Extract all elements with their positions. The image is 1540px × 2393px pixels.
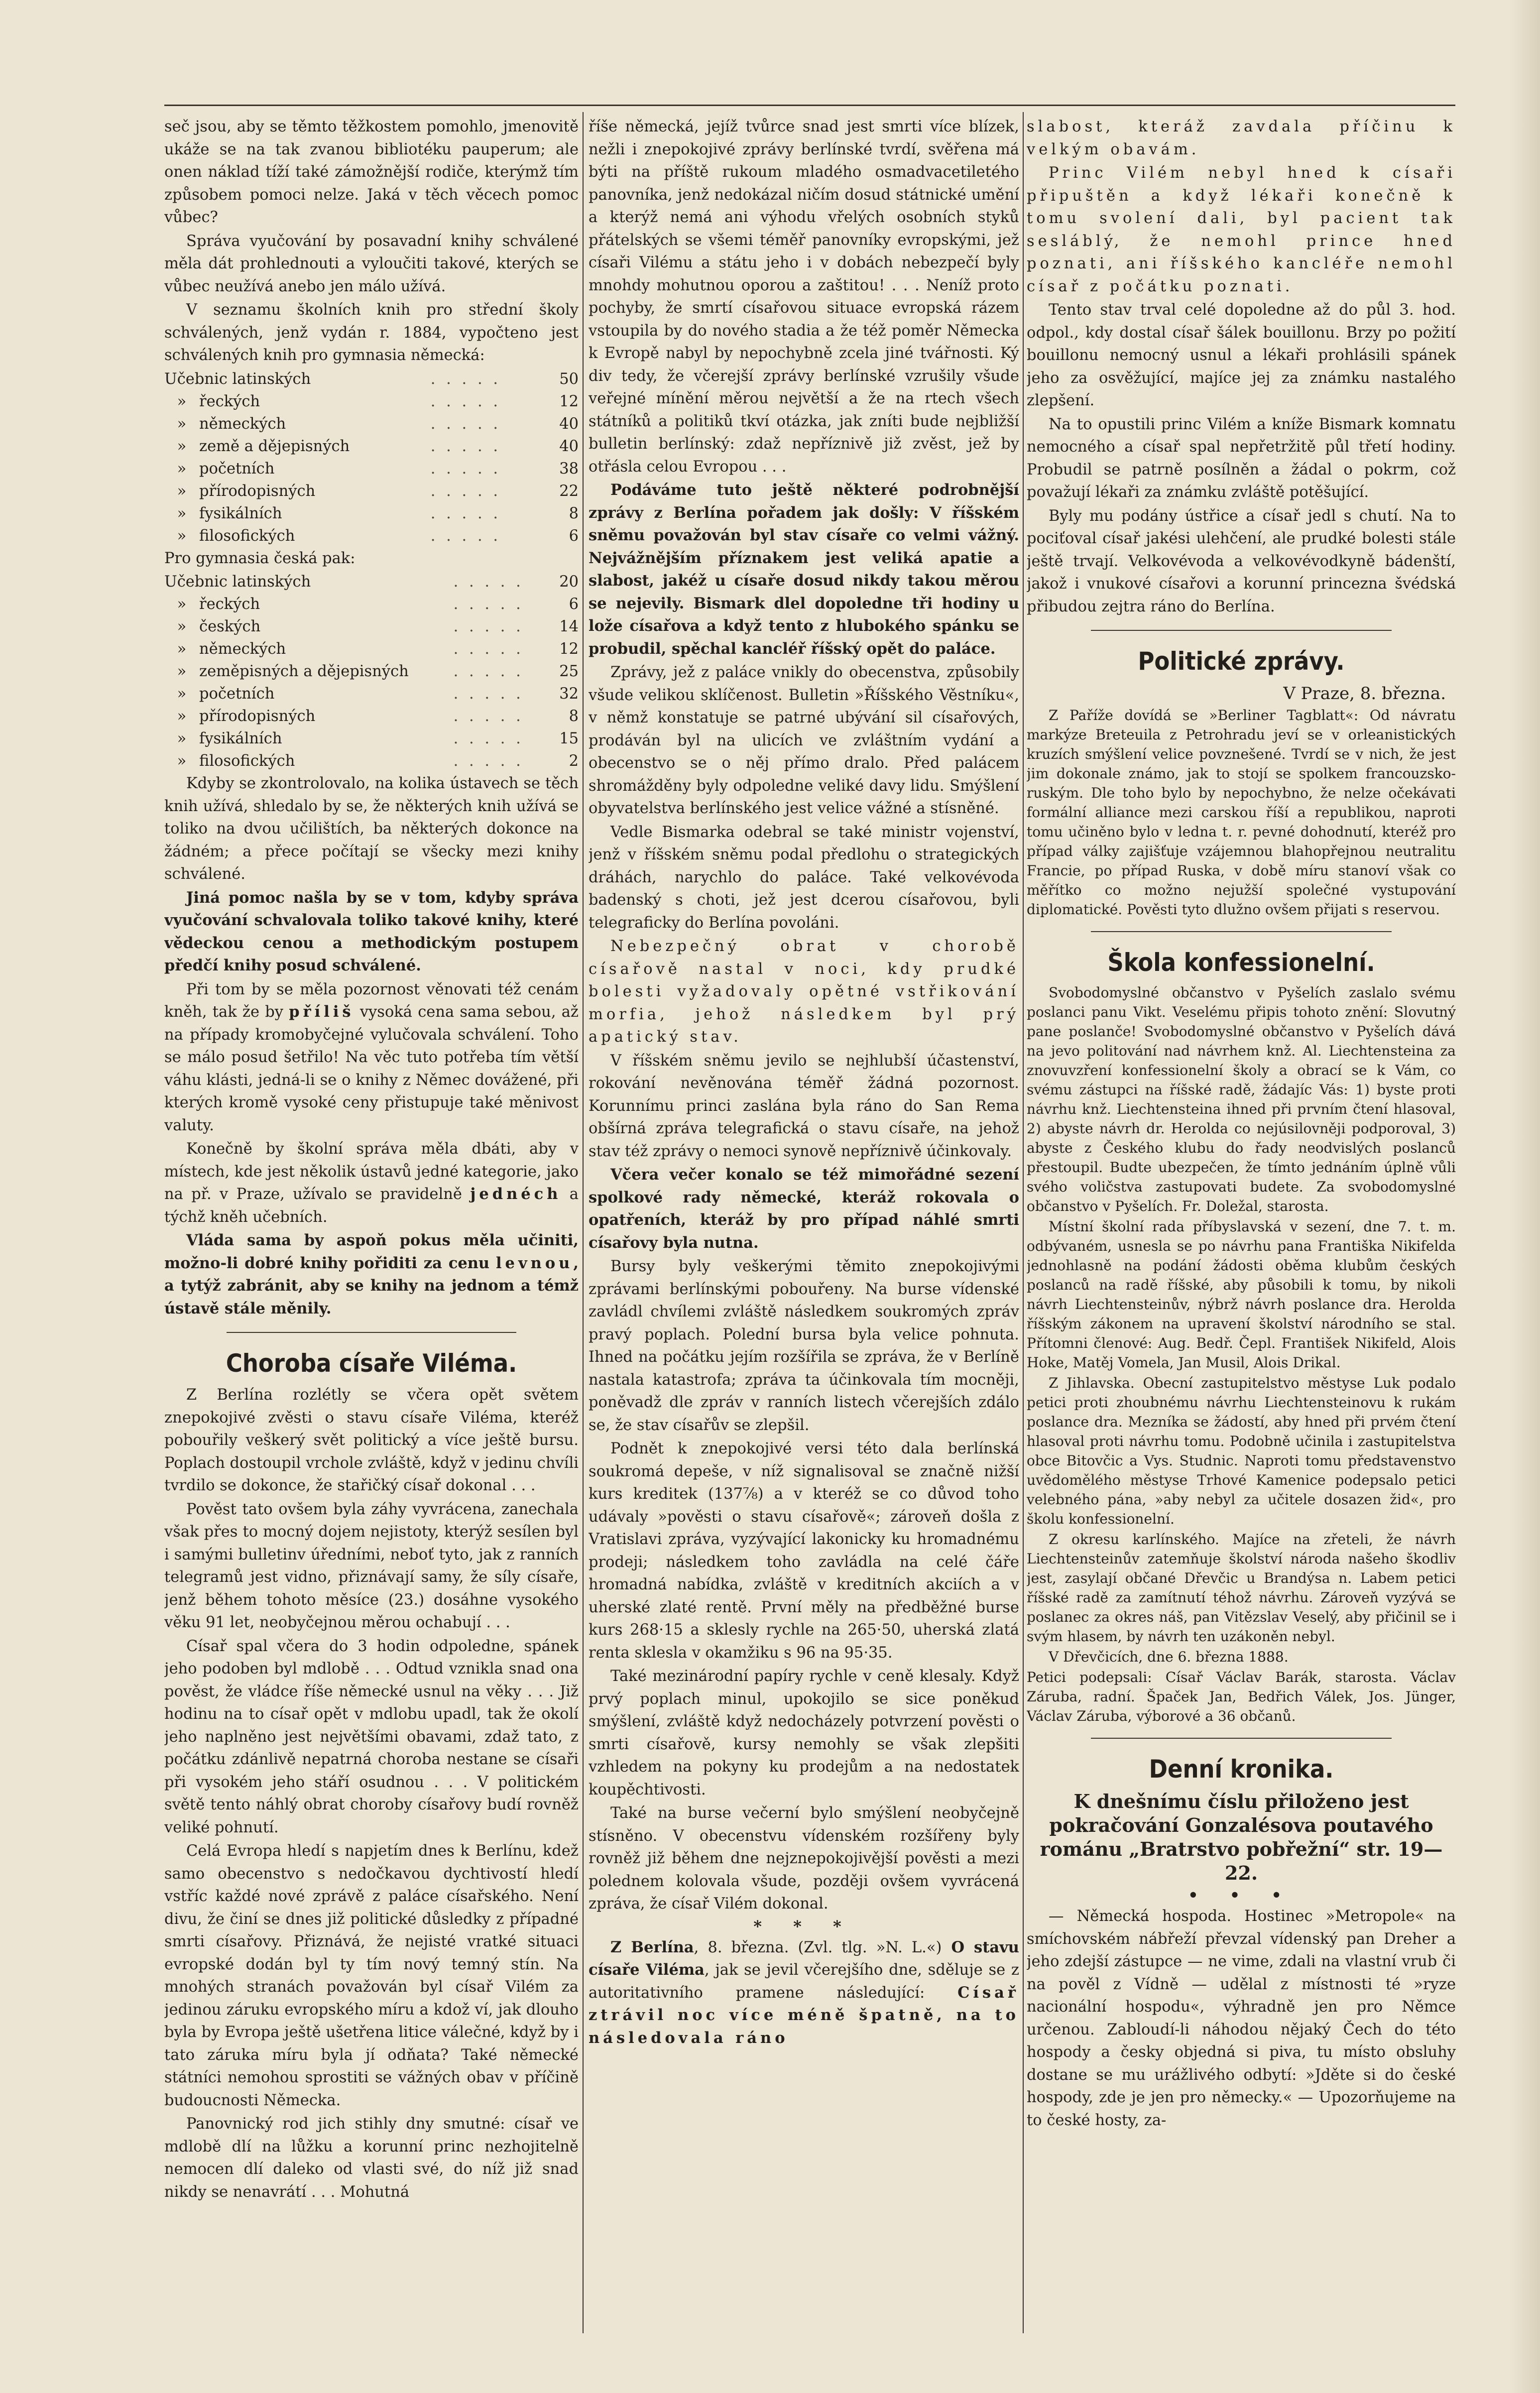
ditto-mark: » (177, 482, 187, 500)
book-count: 40 (559, 415, 579, 433)
table-row (164, 435, 579, 458)
book-count: 38 (559, 460, 579, 478)
leader-dots: . . . . . (453, 685, 524, 703)
paragraph: V Dřevčicích, dne 6. března 1888. (1049, 1649, 1289, 1665)
ditto-mark: » (177, 618, 187, 635)
dateline: V Praze, 8. března. (1283, 684, 1446, 704)
books-table-czech (164, 571, 579, 772)
leader-dots: . . . . . (430, 392, 501, 410)
book-category: filosofických (199, 527, 295, 545)
ditto-mark: » (177, 392, 187, 410)
book-category: přírodopisných (199, 482, 316, 500)
book-category: fysikálních (199, 504, 282, 522)
paragraph: Princ Vilém nebyl hned k císaři připuštěn a když lékaři konečně k tomu svolení dali, byl pacient tak sesláblý, že nemohl prince hned poznati, ani říšského kancléře nemohl císař z počátku poznati. (1027, 164, 1456, 295)
section-heading: Denní kronika. (1149, 1755, 1334, 1784)
paragraph: Také na burse večerní bylo smýšlení neobyčejně stísněno. V obecenstvu vídenském rozšířeny byly rovněž již během dne nejznepokojivější pověsti a mezi polednem kolovala všude, později ovšem vyvrácená zpráva, že císař Vilém dokonal. (589, 1804, 1019, 1913)
paragraph: Na to opustili princ Vilém a kníže Bismark komnatu nemocného a císař spal nepřetržitě půl třetí hodiny. Probudil se patrně posílněn a žádal o pokrm, což považují lékaři za známku zvláště potěšující. (1027, 415, 1456, 501)
book-count: 8 (569, 504, 579, 522)
paragraph: Byly mu podány ústřice a císař jedl s chutí. Na to pociťoval císař jakési ulehčení, ale prudké bolesti stále ještě trvají. Velkovévoda a velkovévodkyně bádenští, jakož i vnukové císařovi a korunní princezna švédská přibudou zejtra ráno do Berlína. (1027, 507, 1456, 615)
ditto-mark: » (177, 504, 187, 522)
paragraph: Vláda sama by aspoň pokus měla učiniti, možno-li dobré knihy pořiditi za cenu levnou, a tytýž zabránit, aby se knihy na jednom a témž ústavě stále měnily. (164, 1231, 579, 1317)
book-count: 6 (569, 596, 579, 613)
section-divider (1091, 1738, 1391, 1739)
leader-dots: . . . . . (453, 730, 524, 747)
leader-dots: . . . . . (430, 460, 501, 478)
paragraph: Podáváme tuto ještě některé podrobnější zprávy z Berlína pořadem jak došly: V říšském sněmu považován byl stav císaře co velmi vážný. Nejvážnějším příznakem jest veliká apatie a slabost, jakéž u císaře dosud nikdy takou měrou se nejevily. Bismark dlel dopoledne tři hodiny u lože císařova a když tento z hlubokého spánku se probudil, spěchal kancléř říšský opět do paláce. (589, 481, 1019, 658)
paragraph: Také mezinárodní papíry rychle v ceně klesaly. Když prvý poplach minul, upokojilo se sice poněkud smýšlení, zvláště když nedocházely potvrzení pověsti o smrti císařově, kursy nemohly se však zlepšiti vzhledem na pokyny ku prodejům a na nedostatek koupěchtivosti. (589, 1668, 1019, 1798)
page-edge (1510, 0, 1540, 2393)
ditto-mark: » (177, 663, 187, 680)
ditto-mark: » (177, 708, 187, 725)
leader-dots: . . . . . (430, 437, 501, 455)
paragraph: Bursy byly veškerými těmito znepokojivými zprávami berlínskými pobouřeny. Na burse vídenské zavládl chvílemi zvláště následkem soukromých zpráv pravý poplach. Polední bursa byla velice pohnuta. Ihned na počátku jejím rozšířila se zpráva, že v Berlíně nastala katastrofa; zpráva ta účinkovala tím mocněji, poněvadž dle zpráv v ranních listech včerejších zdálo se, že stav císařův se zlepšil. (589, 1258, 1019, 1434)
book-count: 12 (559, 640, 579, 658)
book-count: 25 (559, 663, 579, 680)
book-category: řeckých (199, 596, 260, 613)
paragraph: Z Jihlavska. Obecní zastupitelstvo městyse Luk podalo petici proti zhoubnému návrhu Liechtensteinovu k rukám poslance dra. Mezníka se žádostí, aby hned při prvém čtení hlasoval proti návrhu tomu. Podobně učinila i zastupitelstva obce Bitovčic a Vys. Studnic. Naproti tomu představenstvo uvědomělého městyse Trhové Kamenice podepsalo petici velebného pána, »aby nebyl za učitele dosazen žid«, pro školu konfessionelní. (1027, 1375, 1456, 1527)
book-count: 40 (559, 437, 579, 455)
leader-dots: . . . . . (453, 663, 524, 680)
book-count: 6 (569, 527, 579, 545)
section-heading: Politické zprávy. (1138, 647, 1345, 676)
table-row (164, 525, 579, 547)
book-count: 22 (559, 482, 579, 500)
table-row (164, 750, 579, 772)
book-category: řeckých (199, 392, 260, 410)
separator-stars: • • • (1188, 1886, 1295, 1905)
table-row (164, 705, 579, 727)
section-divider (227, 1332, 516, 1333)
paragraph: Pro gymnasia česká pak: (164, 549, 355, 567)
book-category: německých (199, 640, 286, 658)
book-count: 32 (559, 685, 579, 703)
paragraph: Vedle Bismarka odebral se také ministr vojenství, jenž v říšském sněmu podal předlohu o strategických dráhách, narychlo do paláce. Také velkovévoda badenský s choti, jež jest dcerou císařovou, byli telegraficky do Berlína povoláni. (589, 823, 1019, 932)
table-row (164, 571, 579, 593)
paragraph: slabost, kteráž zavdala příčinu k velkým obavám. (1027, 118, 1456, 158)
section-divider (1091, 630, 1391, 631)
paragraph: Z Berlína rozlétly se včera opět světem znepokojivé zvěsti o stavu císaře Viléma, kteréž pobouřily veškerý svět politický a více ještě bursu. Poplach dostoupil vrchole zvláště, když v jedinu chvíli tvrdilo se dokonce, že stařičký císař dokonal . . . (164, 1386, 579, 1494)
table-row (164, 683, 579, 705)
book-count: 15 (559, 730, 579, 747)
book-category: filosofických (199, 752, 295, 770)
ditto-mark: » (177, 685, 187, 703)
ditto-mark: » (177, 730, 187, 747)
paragraph: Nebezpečný obrat v chorobě císařově nastal v noci, kdy prudké bolesti vyžadovaly opětné vstřikování morfia, jehož následkem byl prý apatický stav. (589, 938, 1019, 1046)
ditto-mark: » (177, 527, 187, 545)
table-row (164, 458, 579, 480)
leader-dots: . . . . . (453, 640, 524, 658)
paragraph: Z okresu karlínského. Majíce na zřeteli, že návrh Liechtensteinův zatemňuje školství národa našeho škodliv jest, zasylají občané Dřevčic u Brandýsa n. Labem petici říšské radě za zamítnutí téhož návrhu. Zároveň vyzývá se poslanec za okres náš, pan Vitězslav Veselý, aby přičinil se i svým hlasem, by návrh ten uzákoněn nebyl. (1027, 1531, 1456, 1645)
paragraph: Zprávy, jež z paláce vnikly do obecenstva, způsobily všude velikou sklíčenost. Bulletin »Říšského Věstníku«, v němž konstatuje se patrné ubývání sil císařových, prodáván byl na ulicích ve zvláštním vydání a obecenstvo se o něj přímo dralo. Před palácem shromážděny byly odpoledne veliké davy lidu. Smýšlení obyvatelstva berlínského jest velice vážné a stísněné. (589, 664, 1019, 817)
paragraph: Pověst tato ovšem byla záhy vyvrácena, zanechala však přes to mocný dojem nejistoty, kterýž sesílen byl i samými bulletinv úředními, neboť tyto, jak z ranních telegramů jest vidno, přiznávají samy, že síly císaře, jenž během tohoto měsíce (23.) dosáhne vysokého věku 91 let, neobyčejnou měrou ochabují . . . (164, 1500, 579, 1631)
paragraph: Konečně by školní správa měla dbáti, aby v místech, kde jest několik ústavů jedné kategorie, jako na př. v Praze, užívalo se pravidelně jednéch a týchž kněh učebních. (164, 1140, 579, 1226)
book-category: početních (199, 685, 275, 703)
book-category: přírodopisných (199, 708, 316, 725)
ditto-mark: » (177, 460, 187, 478)
paragraph: seč jsou, aby se těmto těžkostem pomohlo, jmenovitě ukáže se na tak zvanou bibliotéku pauperum; ale onen náklad tíží také zámožnější rodiče, kterýmž tím způsobem pomoci nelze. Jaká v těch věcech pomoc vůbec? (164, 118, 579, 226)
paragraph: — Německá hospoda. Hostinec »Metropole« na smíchovském nábřeží převzal vídenský pan Dreher a jeho zdejší zástupce — ne vime, zdali na vlastní vrub či na pověl z Vídně — udělal z místnosti té »ryze nacionální hospodu«, výhradně jen pro Němce určenou. Zabloudí-li náhodou nějaký Čech do této hospody a česky objedná si piva, tu místo obsluhy dostane se mu urážlivého odbytí: »Jděte si do české hospody, zde je jen pro německy.« — Upozorňujeme na to české hosty, za- (1027, 1908, 1456, 2129)
separator-stars: * * * (753, 1916, 854, 1936)
ditto-mark: » (177, 596, 187, 613)
leader-dots: . . . . . (453, 708, 524, 725)
leader-dots: . . . . . (430, 527, 501, 545)
paragraph: Správa vyučování by posavadní knihy schválené měla dát prohlednouti a vyloučiti takové, kterých se vůbec neužívá anebo jen málo užívá. (164, 232, 579, 295)
book-count: 8 (569, 708, 579, 725)
paragraph: Kdyby se zkontrolovalo, na kolika ústavech se těch knih užívá, shledalo by se, že některých knih užívá se toliko na dvou učilištích, ba některých dokonce na žádném; a přece počítají se všecky mezi knihy schválené. (164, 775, 579, 883)
paragraph: Panovnický rod jich stihly dny smutné: císař ve mdlobě dlí na lůžku a korunní princ nezhojitelně nemocen dlí daleko od vlasti své, do níž již snad nikdy se nenavrátí . . . Mohutná (164, 2115, 579, 2201)
paragraph: Petici podepsali: Císař Václav Barák, starosta. Václav Záruba, radní. Špaček Jan, Bedřich Válek, Jos. Jünger, Václav Záruba, výborové a 36 občanů. (1027, 1669, 1456, 1724)
column-left (164, 116, 579, 2326)
table-row (164, 480, 579, 502)
table-row (164, 502, 579, 525)
book-count: 12 (559, 392, 579, 410)
book-category: fysikálních (199, 730, 282, 747)
paragraph: Podnět k znepokojivé versi této dala berlínská soukromá depeše, v níž signalisoval se značně nižší kurs kreditek (137⅞) a v kteréž se co důvod toho udávaly »pověsti o stavu císařově«; zároveň došla z Vratislavi zpráva, vyzývající lakonicky ku hromadnému prodeji; následkem toho zavládla na celé čáře hromadná nabídka, zvláště v kreditních akciích a v uherské zlaté rentě. První měly na předběžné burse kurs 268·15 a sklesly rychle na 265·50, uherská zlatá renta sklesla v okamžiku s 96 na 95·35. (589, 1440, 1019, 1662)
book-count: 14 (559, 618, 579, 635)
paragraph: V říšském sněmu jevilo se nejhlubší účastenství, rokování nevěnována téměř žádná pozornost. Korunnímu princi zaslána byla ráno do San Rema obšírná zpráva telegrafická o stavu císaře, na jehož stav též zprávy o nemoci synově nepříznivě účinkovaly. (589, 1052, 1019, 1160)
table-row (164, 413, 579, 435)
paragraph: říše německá, jejíž tvůrce snad jest smrti více blízek, nežli i znepokojivé zprávy berlínské tvrdí, svěřena má býti na příště rukoum mladého osmadvacetiletého panovníka, jenž nedokázal ničím dosud státnické umění a kterýž nemá ani výhodu vřelých osobních styků přátelských se všemi téměř panovníky evropskými, jež císaři Vilému a státu jeho i v dobách nebezpečí byly mnohdy mohutnou oporou a zaštitou! . . . Neníž proto pochyby, že smrtí císařovou situace evropská rázem vstoupila by do nového stadia a že též poměr Německa k Evropě nabyl by nepochybně zcela jiné tvářnosti. Ký div tedy, že včerejší zprávy berlínské vzrušily všude veřejné mínění měrou největší a že na rtech všech státníků a politiků tkví otázka, jak zníti bude nejbližší bulletin berlínský: zdaž nepříznivě již zvěst, jež by otřásla celou Evropou . . . (589, 118, 1019, 476)
table-row (164, 727, 579, 750)
leader-dots: . . . . . (453, 618, 524, 635)
book-count: 20 (559, 573, 579, 591)
column-rule-1 (583, 112, 584, 2333)
book-category: českých (199, 618, 261, 635)
paragraph: Jiná pomoc našla by se v tom, kdyby správa vyučování schvalovala toliko takové knihy, které vědeckou cenou a methodickým postupem předčí knihy posud schválené. (164, 888, 579, 974)
books-table-german (164, 368, 579, 547)
column-right (1027, 116, 1456, 2326)
paragraph: Celá Evropa hledí s napjetím dnes k Berlínu, kdež samo obecenstvo s nedočkavou dychtivostí hledí vstříc každé nové zprávě z paláce císařského. Není divu, že činí se dnes již politické důsledky z případné smrti císařovy. Přiznává, že nejisté vratké situaci evropské dodán byl ty tím nový temný stín. Na mnohých stranách považován byl císař Vilém za jedinou záruku evropského míru a kdož ví, jak dlouho byla by Evropa ještě ušetřena litice válečné, když by i tato záruka míru byla jí odňata? Také německé státníci nemohou sprostiti se vážných obav v příčině budoucnosti Německa. (164, 1842, 579, 2109)
leader-dots: . . . . . (453, 596, 524, 613)
book-category: země a dějepisných (199, 437, 350, 455)
section-divider (1091, 931, 1391, 932)
leader-dots: . . . . . (430, 482, 501, 500)
paragraph: Při tom by se měla pozornost věnovati též cenám kněh, tak že by příliš vysoká cena sama sebou, až na případy kromobyčejné vylučovala schválení. Toho se málo posud šetřilo! Na věc tuto potřeba tím větší váhu klásti, jedná-li se o knihy z Němec dovážené, při kterých kromě vysoké ceny přistupuje také měnivost valuty. (164, 980, 579, 1134)
feuilleton-notice: K dnešnímu číslu přiloženo jest pokračování Gonzalésova poutavého románu „Bratrstvo pobřežní“ str. 19—22. (1040, 1790, 1443, 1884)
leader-dots: . . . . . (430, 504, 501, 522)
leader-dots: . . . . . (430, 415, 501, 433)
book-category: zeměpisných a dějepisných (199, 663, 409, 680)
book-count: 50 (559, 370, 579, 388)
paragraph: Císař spal včera do 3 hodin odpoledne, spánek jeho podoben byl mdlobě . . . Odtud vznikla snad ona pověst, že vládce říše německé usnul na věky . . . Již hodinu na to císař opět v mdlobu upadl, tak že okolí jeho naplněno jest největšími obavami, zdaž tato, z počátku zdánlivě nepatrná choroba nestane se císaři při vysokém jeho stáří osudnou . . . V politickém světě tento náhlý obrat choroby císařovy budí rovněž veliké pohnutí. (164, 1637, 579, 1836)
book-category: početních (199, 460, 275, 478)
top-rule (164, 105, 1455, 106)
table-row (164, 368, 579, 390)
paragraph: Tento stav trval celé dopoledne až do půl 3. hod. odpol., kdy dostal císař šálek bouillonu. Brzy po požití bouillonu nemocný usnul a lékaři prohlásili spánek jeho za osvěžující, majíce jej za známku nastalého zlepšení. (1027, 301, 1456, 409)
paragraph: V seznamu školních knih pro střední školy schválených, jenž vydán r. 1884, vypočteno jest schválených knih pro gymnasia německá: (164, 301, 579, 364)
table-row (164, 638, 579, 660)
column-middle (589, 116, 1019, 2326)
ditto-mark: » (177, 752, 187, 770)
table-row (164, 390, 579, 413)
ditto-mark: » (177, 640, 187, 658)
ditto-mark: » (177, 415, 187, 433)
table-row (164, 615, 579, 638)
book-category: německých (199, 415, 286, 433)
paragraph: Z Paříže dovídá se »Berliner Tagblatt«: Od návratu markýze Breteuila z Petrohradu jeví se v orleanistických kruzích smýšlení velice povznešené. Tvrdí se v nich, že jest jim dokonale známo, jak to stojí se spolkem francouzsko-ruským. Dle toho bylo by nepochybno, že nelze očekávati formální alliance mezi carskou říší a republikou, naproti tomu učiněno bylo v ledna t. r. pevné dohodnutí, kteréž pro případ války zajišťuje vzájemnou blahopřejnou neutralitu Francie, po případ Ruska, v době míru stanoví však co měřítko co možno nejužší společné vystupování diplomatické. Pověsti tyto dlužno ovšem přijati s reservou. (1027, 707, 1456, 918)
leader-dots: . . . . . (453, 573, 524, 591)
table-row (164, 660, 579, 683)
paragraph: Z Berlína, 8. března. (Zvl. tlg. »N. L.«) O stavu císaře Viléma, jak se jevil včerejšího dne, sděluje se z autoritativního pramene následující: Císař ztrávil noc více méně špatně, na to následovala ráno (589, 1938, 1019, 2047)
section-heading: Škola konfessionelní. (1107, 948, 1375, 977)
leader-dots: . . . . . (453, 752, 524, 770)
book-count: 2 (569, 752, 579, 770)
column-rule-2 (1023, 112, 1024, 2333)
book-category: Učebnic latinských (164, 573, 311, 591)
paragraph: Svobodomyslné občanstvo v Pyšelích zaslalo svému poslanci panu Vikt. Veselému připis tohoto znění: Slovutný pane poslanče! Svobodomyslné občanstvo v Pyšelích dává na jevo politování nad návrhem knž. Al. Liechtensteina za znovuvzření konfessionelní školy a obrací se k Vám, co svému zástupci na říšské radě, žádajíc Vás: 1) byste proti návrhu knž. Liechtensteina ihned při prvním čtení hlasoval, 2) abyste návrh dr. Herolda co nejúsilovněji podporoval, 3) abyste z Českého klubu do řady neodvislých poslanců přestoupil. Budte ubezpečen, že tímto jednáním úplně vůli svého voličstva zastupovati budete. Za svobodomyslné občanstvo v Pyšelích. Fr. Doležal, starosta. (1027, 984, 1456, 1214)
ditto-mark: » (177, 437, 187, 455)
section-heading: Choroba císaře Viléma. (226, 1349, 517, 1378)
paragraph: Včera večer konalo se též mimořádné sezení spolkové rady německé, kteráž rokovala o opatřeních, kteráž by pro případ náhlé smrti císařovy byla nutna. (589, 1166, 1019, 1252)
paragraph: Místní školní rada příbyslavská v sezení, dne 7. t. m. odbývaném, usnesla se po návrhu pana Františka Nikifelda jednohlasně na podání žádosti oběma klubům českých poslanců na radě říšské, aby působili k tomu, by nikoli návrh Liechtensteinův, nýbrž návrh poslance dra. Herolda říšským zákonem na upravení školství národního se stal. Přítomni členové: Aug. Bedř. Čepl. František Nikifeld, Alois Hoke, Matěj Vomela, Jan Musil, Alois Drikal. (1027, 1218, 1456, 1371)
table-row (164, 593, 579, 615)
book-category: Učebnic latinských (164, 370, 311, 388)
leader-dots: . . . . . (430, 370, 501, 388)
